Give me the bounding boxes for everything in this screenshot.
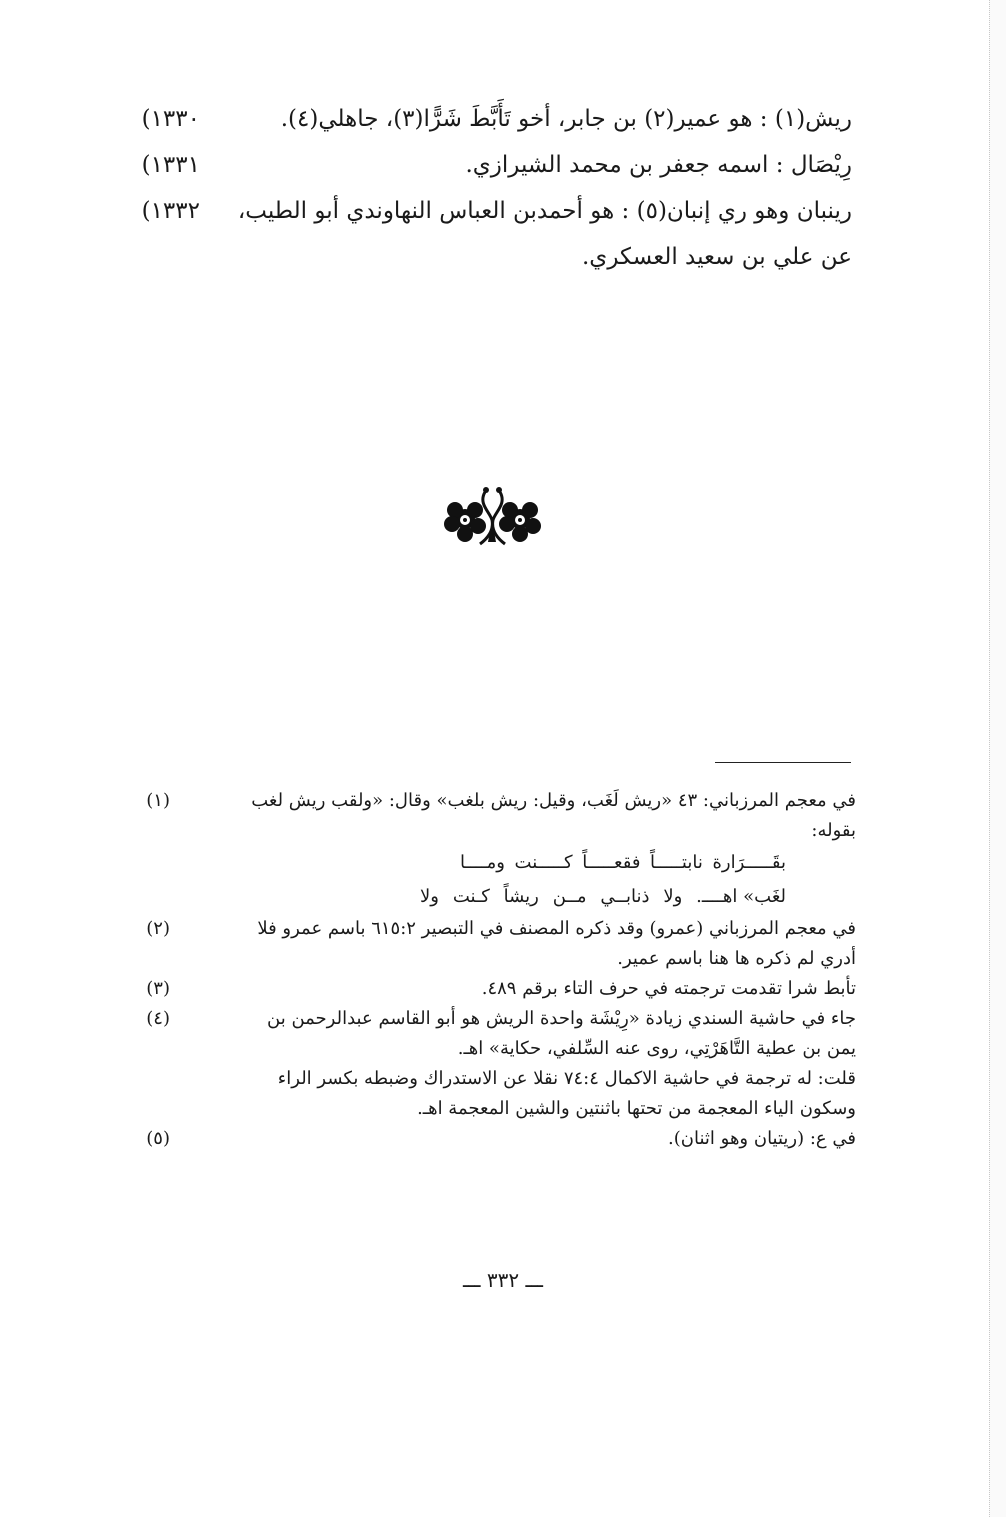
- entry-number: ١٣٣٠): [141, 106, 200, 132]
- verse-word: ولا: [663, 886, 683, 907]
- verse-word: ريشاً: [503, 886, 539, 907]
- footnote-1: [130, 786, 856, 914]
- verse-line-2: [170, 880, 856, 914]
- entry-line: رِيْصَال : اسمه جعفر بن محمد الشيرازي.: [465, 152, 852, 178]
- verse-line-1: [170, 846, 856, 880]
- footnote-separator: [715, 762, 851, 763]
- verse-word: ولا: [420, 886, 439, 907]
- footnote-line: في معجم المرزباني: ٤٣ «ريش لَغَب، وقيل: ريش بلغب» وقال: «ولقب ريش لغب: [251, 790, 856, 811]
- footnote-number: (١): [146, 790, 170, 811]
- footnote-line: قلت: له ترجمة في حاشية الاكمال ٧٤:٤ نقلا عن الاستدراك وضبطه بكسر الراء: [277, 1068, 856, 1089]
- footnote-2: [130, 914, 856, 974]
- page-number: ـــ ٣٣٢ ـــ: [462, 1268, 544, 1292]
- footnote-number: (٤): [146, 1008, 170, 1029]
- entry-1332: [120, 188, 858, 280]
- entries-section: [120, 96, 858, 280]
- verse-word: مــن: [552, 886, 587, 907]
- footnote-5: [130, 1124, 856, 1154]
- entry-1330: [120, 96, 858, 142]
- verse-word: نابتـــــاً: [650, 852, 703, 873]
- verse-word: بقَـــــرَارة: [712, 852, 786, 873]
- footnote-line: وسكون الياء المعجمة من تحتها باثنتين والشين المعجمة اهـ.: [417, 1098, 856, 1119]
- footnote-line: جاء في حاشية السندي زيادة «رِيْشَة واحدة الريش هو أبو القاسم عبدالرحمن بن: [267, 1008, 856, 1029]
- verse-word: ومــــا: [460, 852, 505, 873]
- entry-number: ١٣٣٢): [141, 198, 200, 224]
- footnote-line: أدري لم ذكره ها هنا باسم عمير.: [617, 948, 856, 969]
- footnote-number: (٢): [146, 918, 170, 939]
- footnote-4: [130, 1004, 856, 1124]
- entry-line: عن علي بن سعيد العسكري.: [582, 244, 852, 270]
- footnote-line: في معجم المرزباني (عمرو) وقد ذكره المصنف في التبصير ٦١٥:٢ باسم عمرو فلا: [257, 918, 856, 939]
- footnote-line: تأبط شرا تقدمت ترجمته في حرف التاء برقم ٤٨٩.: [481, 978, 856, 999]
- footnote-line: بقوله:: [811, 820, 856, 841]
- footnote-line: يمن بن عطية التَّاهَرْتِي، روى عنه السِّلفي، حكاية» اهـ.: [457, 1038, 856, 1059]
- verse-word: لغَب» اهــــ.: [696, 886, 786, 907]
- entry-1331: [120, 142, 858, 188]
- entry-number: ١٣٣١): [141, 152, 200, 178]
- entry-line: رينبان وهو ري إنبان(٥) : هو أحمدبن العباس النهاوندي أبو الطيب،: [237, 198, 852, 224]
- entry-line: ريش(١) : هو عمير(٢) بن جابر، أخو تَأَبَّطَ شَرًّا(٣)، جاهلي(٤).: [280, 106, 852, 132]
- footnotes-section: [130, 786, 856, 1154]
- verse-word: كـــــنت: [514, 852, 573, 873]
- footnote-number: (٥): [146, 1128, 170, 1149]
- footnote-3: [130, 974, 856, 1004]
- footnote-number: (٣): [146, 978, 170, 999]
- floral-ornament: [430, 482, 555, 552]
- verse-word: كـنت: [452, 886, 490, 907]
- verse-word: فقعـــــاً: [582, 852, 641, 873]
- verse-word: ذنابــي: [600, 886, 650, 907]
- footnote-line: في ع: (ريتيان وهو اثنان).: [668, 1128, 856, 1149]
